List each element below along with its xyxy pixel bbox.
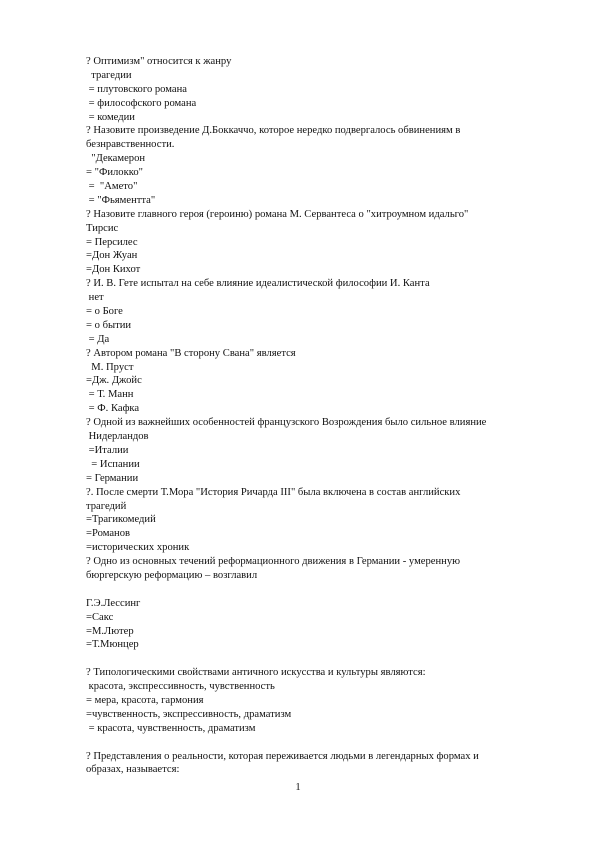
- text-line: = о бытии: [86, 319, 132, 331]
- text-line: = комедии: [86, 111, 135, 123]
- question-line: ? Оптимизм" относится к жанру: [86, 56, 232, 67]
- text-line: = мера, красота, гармония: [86, 694, 204, 706]
- text-line: =М.Лютер: [86, 625, 134, 637]
- text-line: образах, называется:: [86, 764, 180, 776]
- question-line: ? Одно из основных течений реформационного движения в Германии - умеренную: [86, 556, 461, 568]
- text-line: =Т.Мюнцер: [86, 639, 139, 651]
- text-line: = Германии: [86, 472, 139, 484]
- text-line: =Дон Кихот: [86, 264, 141, 276]
- question-line: ? Одной из важнейших особенностей французского Возрождения было сильное влияние: [86, 417, 487, 429]
- text-line: нет: [86, 292, 104, 304]
- text-line: =Трагикомедий: [86, 514, 156, 526]
- text-line: Тирсис: [86, 222, 119, 234]
- text-line: = Да: [86, 333, 110, 345]
- text-line: = о Боге: [86, 306, 123, 318]
- text-line: бюргерскую реформацию – возглавил: [86, 569, 258, 581]
- text-line: = "Филокко": [86, 167, 143, 179]
- text-line: "Декамерон: [86, 153, 146, 165]
- question-line: ? И. В. Гете испытал на себе влияние идеалистической философии И. Канта: [86, 278, 430, 290]
- text-line: безнравственности.: [86, 139, 175, 151]
- blank-line: [86, 652, 556, 666]
- text-line: =Сакс: [86, 611, 114, 623]
- text-line: = красота, чувственность, драматизм: [86, 722, 256, 734]
- blank-line: [86, 583, 556, 597]
- text-line: =Италии: [86, 444, 129, 456]
- text-line: = Испании: [86, 458, 140, 470]
- text-line: = Т. Манн: [86, 389, 134, 401]
- text-line: =Дон Жуан: [86, 250, 138, 262]
- text-line: трагедий: [86, 500, 127, 512]
- page-number: 1: [295, 782, 301, 793]
- blank-line: [86, 736, 556, 750]
- text-line: красота, экспрессивность, чувственность: [86, 681, 275, 693]
- text-line: трагедии: [86, 69, 132, 81]
- document-body: [86, 55, 556, 777]
- question-line: ? Типологическими свойствами античного искусства и культуры являются:: [86, 667, 426, 679]
- text-line: = "Фьяментта": [86, 194, 156, 206]
- text-line: = "Амето": [86, 181, 138, 193]
- question-line: ? Представления о реальности, которая переживается людьми в легендарных формах и: [86, 750, 479, 762]
- question-line: ? Автором романа "В сторону Свана" является: [86, 347, 296, 359]
- question-line: ? Назовите произведение Д.Боккаччо, которое нередко подвергалось обвинениям в: [86, 125, 461, 137]
- text-line: = плутовского романа: [86, 83, 187, 95]
- text-line: Нидерландов: [86, 431, 149, 443]
- text-line: М. Пруст: [86, 361, 134, 373]
- question-line: ?. После смерти Т.Мора "История Ричарда III" была включена в состав английских: [86, 486, 461, 498]
- text-line: =чувственность, экспрессивность, драматизм: [86, 708, 292, 720]
- text-line: =Романов: [86, 528, 130, 540]
- text-line: = философского романа: [86, 97, 197, 109]
- text-line: = Персилес: [86, 236, 138, 248]
- text-line: Г.Э.Лессинг: [86, 597, 141, 609]
- text-line: =Дж. Джойс: [86, 375, 142, 387]
- text-line: = Ф. Кафка: [86, 403, 140, 415]
- question-line: ? Назовите главного героя (героиню) романа М. Сервантеса о "хитроумном идальго": [86, 208, 469, 220]
- text-line: =исторических хроник: [86, 542, 190, 554]
